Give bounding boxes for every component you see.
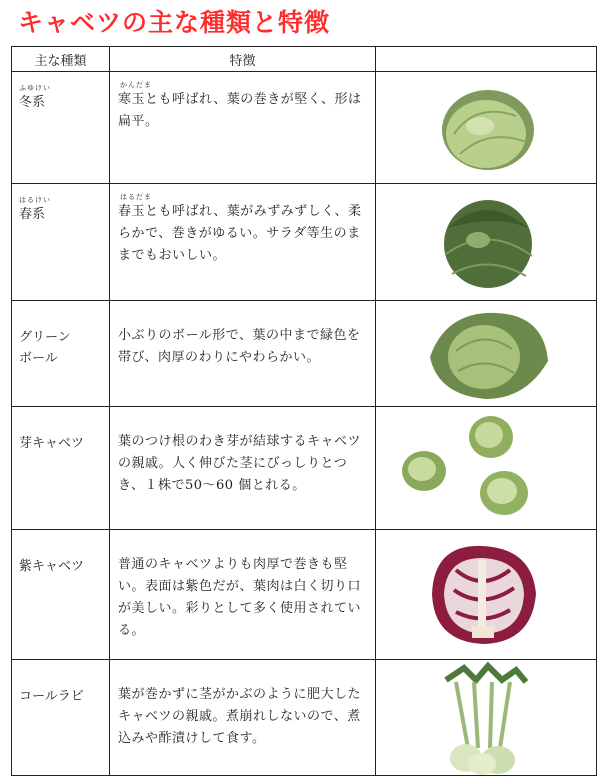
feature-ruby: かんだま bbox=[120, 81, 152, 89]
spring-cabbage-icon bbox=[376, 184, 596, 301]
table-row bbox=[12, 530, 597, 660]
kind-name: 紫キャベツ bbox=[19, 559, 85, 574]
feature-text: 葉のつけ根のわき芽が結球するキャベツの親戚。人く伸びた茎にびっしりとつき、１株で50〜60 個とれる。 bbox=[118, 434, 362, 493]
feature-cell bbox=[110, 530, 376, 660]
table-row bbox=[12, 660, 597, 776]
table-row bbox=[12, 407, 597, 530]
green-cabbage-icon bbox=[376, 72, 596, 184]
kind-name: コールラビ bbox=[19, 689, 84, 704]
green-ball-cabbage-icon bbox=[376, 301, 596, 407]
feature-text: 普通のキャベツよりも肉厚で巻きも堅い。表面は紫色だが、葉肉は白く切り口が美しい。彩りとして多く使用されている。 bbox=[118, 557, 362, 638]
image-cell bbox=[376, 660, 597, 776]
table-header-row bbox=[12, 47, 597, 72]
cabbage-kinds-table bbox=[11, 46, 597, 776]
kind-name: 芽キャベツ bbox=[19, 436, 85, 451]
kind-name: 冬系 bbox=[19, 95, 46, 110]
kind-cell bbox=[12, 530, 110, 660]
image-cell bbox=[376, 72, 597, 184]
table-row bbox=[12, 184, 597, 301]
table-row bbox=[12, 72, 597, 184]
red-cabbage-icon bbox=[376, 530, 596, 660]
header-kind: 主な種類 bbox=[12, 47, 110, 72]
header-image bbox=[376, 47, 597, 72]
table-row bbox=[12, 301, 597, 407]
feature-cell bbox=[110, 301, 376, 407]
feature-cell bbox=[110, 184, 376, 301]
name-ruby: ふゆけい bbox=[19, 84, 51, 92]
kind-name: 春系 bbox=[19, 207, 46, 222]
feature-cell bbox=[110, 72, 376, 184]
kind-cell bbox=[12, 407, 110, 530]
feature-text: 葉が巻かずに茎がかぶのように肥大したキャベツの親戚。煮崩れしないので、煮込みや酢漬けして食す。 bbox=[118, 687, 362, 746]
name-ruby: はるけい bbox=[19, 196, 51, 204]
image-cell bbox=[376, 184, 597, 301]
header-feature: 特徴 bbox=[110, 47, 376, 72]
image-cell bbox=[376, 530, 597, 660]
kind-name: グリーンボール bbox=[19, 330, 71, 366]
feature-ruby: はるだま bbox=[120, 193, 152, 201]
kind-cell bbox=[12, 660, 110, 776]
feature-cell bbox=[110, 660, 376, 776]
page-title: キャベツの主な種類と特徴 bbox=[18, 8, 331, 37]
image-cell bbox=[376, 407, 597, 530]
image-cell bbox=[376, 301, 597, 407]
brussels-sprouts-icon bbox=[376, 407, 596, 530]
kind-cell bbox=[12, 72, 110, 184]
kind-cell bbox=[12, 301, 110, 407]
feature-text: 小ぶりのボール形で、葉の中まで緑色を帯び、肉厚のわりにやわらかい。 bbox=[118, 328, 361, 365]
kohlrabi-icon bbox=[376, 660, 596, 776]
feature-text: 寒玉とも呼ばれ、葉の巻きが堅く、形は扁平。 bbox=[118, 92, 362, 129]
feature-text: 春玉とも呼ばれ、葉がみずみずしく、柔らかで、巻きがゆるい。サラダ等生のままでもおいしい。 bbox=[118, 204, 362, 263]
kind-cell bbox=[12, 184, 110, 301]
feature-cell bbox=[110, 407, 376, 530]
